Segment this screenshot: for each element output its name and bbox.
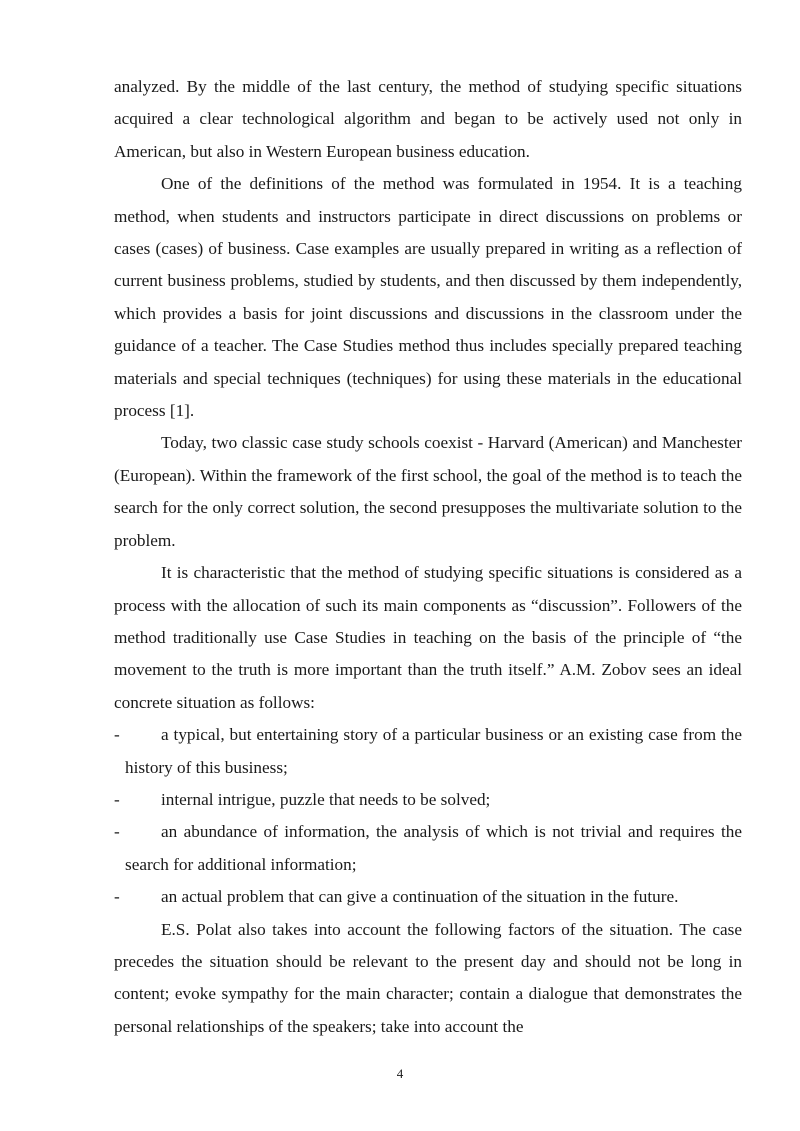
list-item-text: internal intrigue, puzzle that needs to be solved; [161, 789, 491, 809]
list-item-text: an abundance of information, the analysis of which is not trivial and requires the search for additional information; [125, 822, 742, 874]
paragraph-method-definition: One of the definitions of the method was formulated in 1954. It is a teaching method, when students and instructors participate in direct discussions on problems or cases (cases) of business. Case examples are usually prepared in writing as a reflection of current business problems, studied by students, and then discussed by them independently, which provides a basis for joint discussions and discussions in the classroom under the guidance of a teacher. The Case Studies method thus includes specially prepared teaching materials and special techniques (techniques) for using these materials in the educational process [1]. [114, 174, 742, 421]
list-item [114, 784, 742, 816]
paragraph-continuation: analyzed. By the middle of the last century, the method of studying specific situations acquired a clear technological algorithm and began to be actively used not only in American, but also in Western European business education. [114, 77, 742, 161]
paragraph-characteristics: It is characteristic that the method of studying specific situations is considered as a process with the allocation of such its main components as “discussion”. Followers of the method traditionally use Case Studies in teaching on the basis of the principle of “the movement to the truth is more important than the truth itself.” A.M. Zobov sees an ideal concrete situation as follows: [114, 563, 742, 712]
list-item [114, 816, 742, 881]
ideal-situation-list [114, 719, 742, 913]
list-dash: - [114, 887, 120, 907]
list-dash: - [114, 822, 120, 842]
paragraph-case-study-schools: Today, two classic case study schools coexist - Harvard (American) and Manchester (European). Within the framework of the first school, the goal of the method is to teach the search for the only correct solution, the second presupposes the multivariate solution to the problem. [114, 433, 742, 550]
document-page [114, 71, 742, 1043]
list-item-text: an actual problem that can give a continuation of the situation in the future. [161, 887, 679, 907]
list-item [114, 719, 742, 784]
paragraph-polat-factors: E.S. Polat also takes into account the following factors of the situation. The case precedes the situation should be relevant to the present day and should not be long in content; evoke sympathy for the main character; contain a dialogue that demonstrates the personal relationships of the speakers; take into account the [114, 919, 742, 1036]
list-item [114, 881, 742, 913]
list-dash: - [114, 725, 120, 745]
page-number: 4 [396, 1066, 404, 1081]
list-dash: - [114, 789, 120, 809]
list-item-text: a typical, but entertaining story of a particular business or an existing case from the history of this business; [125, 725, 742, 777]
